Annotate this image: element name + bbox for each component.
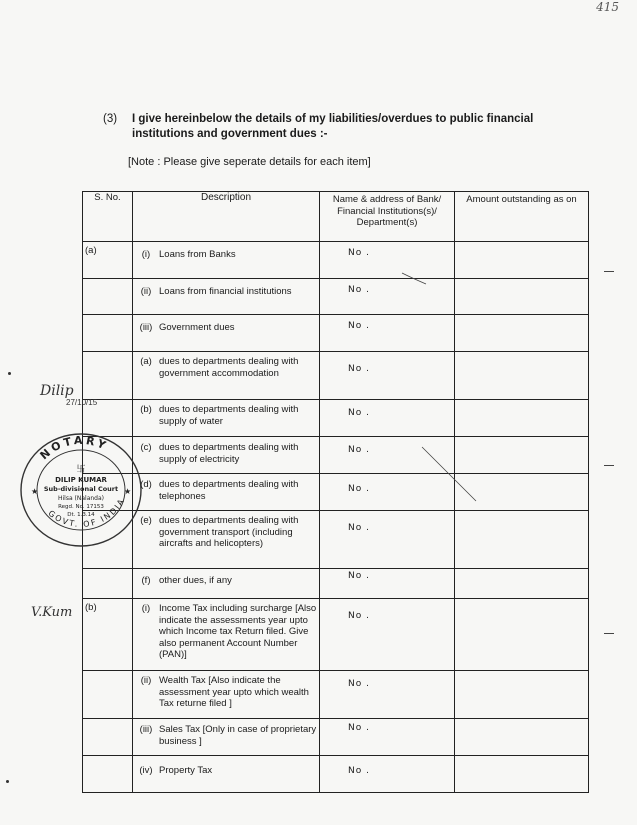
note-text: [Note : Please give seperate details for each item]: [128, 156, 371, 168]
row-amount: [455, 599, 589, 671]
table-row: [83, 242, 589, 279]
header-amount: Amount outstanding as on: [455, 192, 589, 242]
table-row: [83, 437, 589, 474]
row-sub: (iii): [139, 724, 153, 735]
row-sub: (e): [140, 515, 152, 526]
row-answer: No .: [348, 723, 370, 733]
row-sub: (i): [141, 249, 151, 260]
row-description: dues to departments dealing with government accommodation: [159, 356, 299, 379]
row-description: dues to departments dealing with supply of electricity: [159, 442, 299, 465]
row-description: Sales Tax [Only in case of proprietary business ]: [159, 724, 317, 747]
row-answer: No .: [348, 484, 370, 494]
signature-date: 27/10/15: [66, 398, 98, 407]
scan-dot: [8, 372, 11, 375]
row-description: other dues, if any: [159, 575, 232, 586]
row-sno: (b): [85, 602, 97, 613]
intro-text: I give hereinbelow the details of my liabilities/overdues to public financial institutions and government dues :-: [132, 113, 534, 140]
row-answer: No .: [348, 364, 370, 374]
svg-text:NOTARY: [37, 434, 110, 462]
row-description: Income Tax including surcharge [Also indicate the assessments year upto which Income tax Return filed. Give also permanent Account Number (PAN)]: [159, 603, 317, 660]
row-amount: [455, 400, 589, 437]
intro-paragraph: [103, 112, 593, 142]
row-sub: (a): [140, 356, 152, 367]
row-sub: (c): [140, 442, 152, 453]
stamp-bottom-text: GOVT. OF INDIA: [46, 496, 127, 529]
liabilities-table: [82, 191, 589, 793]
row-description: dues to departments dealing with government transport (including aircrafts and helicopters): [159, 515, 299, 549]
row-amount: [455, 279, 589, 315]
page-number: 415: [596, 0, 619, 14]
header-name-address: Name & address of Bank/ Financial Institutions(s)/ Department(s): [320, 192, 455, 242]
row-answer: No .: [348, 445, 370, 455]
stamp-name: DILIP KUMAR: [55, 476, 107, 484]
row-description: Loans from financial institutions: [159, 286, 292, 297]
row-answer: No .: [348, 321, 370, 331]
header-description: Description: [133, 192, 320, 242]
row-sub: (ii): [140, 286, 152, 297]
row-description: Wealth Tax [Also indicate the assessment year upto which wealth Tax returne filed ]: [159, 675, 309, 709]
row-amount: [455, 511, 589, 569]
row-sub: (d): [140, 479, 152, 490]
table-row: [83, 474, 589, 511]
row-sub: (ii): [140, 675, 152, 686]
row-answer: No .: [348, 766, 370, 776]
table-row: [83, 511, 589, 569]
stamp-reg: Regd. No. 17153: [58, 504, 104, 510]
stamp-place: Hilsa (Nalanda): [57, 495, 105, 502]
scan-mark: [604, 271, 614, 272]
table-row: [83, 352, 589, 400]
row-answer: No .: [348, 679, 370, 689]
table-row: [83, 671, 589, 719]
swastika-icon: 卐: [76, 465, 86, 475]
table-row: [83, 719, 589, 756]
pen-stroke: [400, 270, 430, 290]
row-description: dues to departments dealing with supply of water: [159, 404, 299, 427]
row-amount: [455, 756, 589, 793]
signature-dilip: Dilip: [40, 383, 74, 399]
row-description: Property Tax: [159, 765, 213, 776]
table-row: [83, 400, 589, 437]
table-row: [83, 569, 589, 599]
row-description: Loans from Banks: [159, 249, 236, 260]
row-sub: (iv): [139, 765, 153, 776]
scan-mark: [604, 465, 614, 466]
row-answer: No .: [348, 611, 370, 621]
row-answer: No .: [348, 408, 370, 418]
row-answer: No .: [348, 285, 370, 295]
table-row: [83, 279, 589, 315]
signature-vk: V.Kum: [31, 605, 73, 620]
intro-number: (3): [103, 113, 118, 125]
table-row: [83, 599, 589, 671]
row-description: Government dues: [159, 322, 235, 333]
row-sub: (b): [140, 404, 152, 415]
row-amount: [455, 719, 589, 756]
row-amount: [455, 671, 589, 719]
stamp-date: Dt. 1.3.14: [67, 512, 95, 518]
table-row: [83, 756, 589, 793]
star-icon: ★: [31, 487, 39, 496]
stamp-top-text: NOTARY: [37, 433, 111, 463]
row-sub: (i): [141, 603, 151, 614]
header-sno: S. No.: [83, 192, 133, 242]
row-sub: (iii): [139, 322, 153, 333]
notary-stamp: [17, 428, 145, 548]
row-amount: [455, 352, 589, 400]
scan-mark: [604, 633, 614, 634]
row-answer: No .: [348, 248, 370, 258]
star-icon: ★: [124, 487, 132, 496]
row-sub: (f): [141, 575, 151, 586]
pen-stroke: [420, 445, 480, 505]
table-row: [83, 315, 589, 352]
row-answer: No .: [348, 523, 370, 533]
row-sno: (a): [85, 245, 97, 256]
scan-dot: [6, 780, 9, 783]
table-header-row: [83, 192, 589, 242]
row-answer: No .: [348, 571, 370, 581]
row-amount: [455, 242, 589, 279]
row-amount: [455, 315, 589, 352]
row-amount: [455, 569, 589, 599]
stamp-court: Sub-divisional Court: [43, 485, 119, 493]
row-description: dues to departments dealing with telephones: [159, 479, 299, 502]
